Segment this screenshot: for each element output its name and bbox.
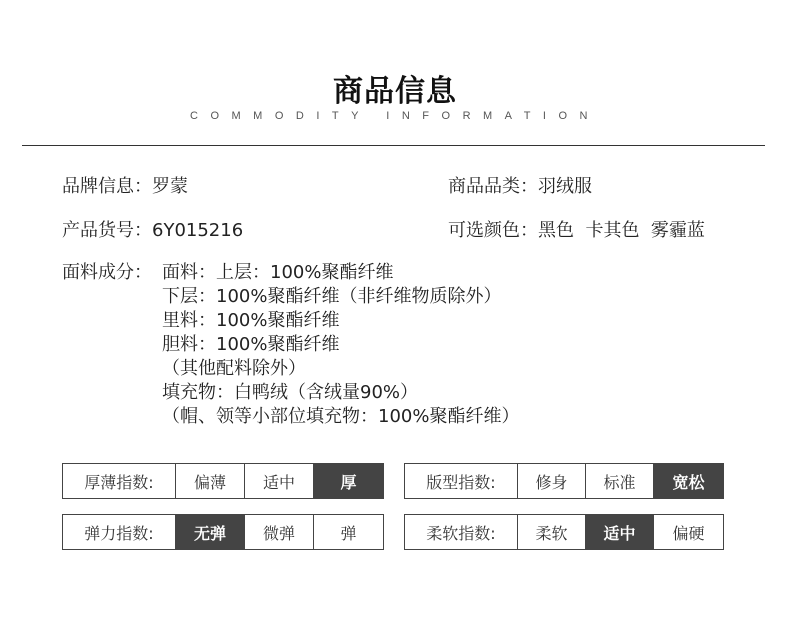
page-subtitle: COMMODITY INFORMATION	[190, 110, 600, 122]
thickness-option-selected: 厚	[313, 464, 383, 498]
composition-line: 里料：100%聚酯纤维	[162, 310, 340, 331]
fit-option-selected: 宽松	[653, 464, 723, 498]
composition-line: 胆料：100%聚酯纤维	[162, 334, 340, 355]
brand-label: 品牌信息：	[62, 176, 152, 197]
category-label: 商品品类：	[448, 176, 538, 197]
composition-label: 面料成分：	[62, 262, 152, 283]
fit-scale-label: 版型指数:	[426, 472, 496, 492]
thickness-scale	[62, 463, 384, 499]
composition-lines	[162, 261, 519, 429]
thickness-option: 偏薄	[175, 464, 244, 498]
colors-info	[448, 216, 705, 242]
category-info	[448, 172, 592, 198]
elasticity-option: 弹	[313, 515, 383, 549]
item-number-value: 6Y015216	[152, 220, 244, 241]
brand-info	[62, 172, 188, 198]
fit-scale	[404, 463, 724, 499]
item-number-label: 产品货号：	[62, 220, 152, 241]
elasticity-option-selected: 无弹	[175, 515, 244, 549]
elasticity-scale	[62, 514, 384, 550]
composition-line: 填充物：白鸭绒（含绒量90%）	[162, 382, 419, 403]
thickness-scale-label: 厚薄指数:	[84, 472, 154, 492]
item-number-info	[62, 216, 243, 242]
colors-value: 黑色 卡其色 雾霾蓝	[538, 220, 705, 241]
page-title: 商品信息	[333, 74, 457, 109]
header-divider	[22, 145, 765, 146]
softness-option-selected: 适中	[585, 515, 653, 549]
composition-line: 面料：上层：100%聚酯纤维	[162, 262, 394, 283]
softness-option: 偏硬	[653, 515, 723, 549]
composition-line: 下层：100%聚酯纤维（非纤维物质除外）	[162, 286, 502, 307]
composition-line: （其他配料除外）	[162, 358, 306, 379]
softness-option: 柔软	[517, 515, 585, 549]
composition-line: （帽、领等小部位填充物：100%聚酯纤维）	[162, 406, 520, 427]
brand-value: 罗蒙	[152, 176, 188, 197]
elasticity-scale-label: 弹力指数:	[84, 523, 154, 543]
elasticity-option: 微弹	[244, 515, 313, 549]
fit-option: 修身	[517, 464, 585, 498]
softness-scale-label: 柔软指数:	[426, 523, 496, 543]
fit-option: 标准	[585, 464, 653, 498]
category-value: 羽绒服	[538, 176, 592, 197]
colors-label: 可选颜色：	[448, 220, 538, 241]
softness-scale	[404, 514, 724, 550]
thickness-option: 适中	[244, 464, 313, 498]
